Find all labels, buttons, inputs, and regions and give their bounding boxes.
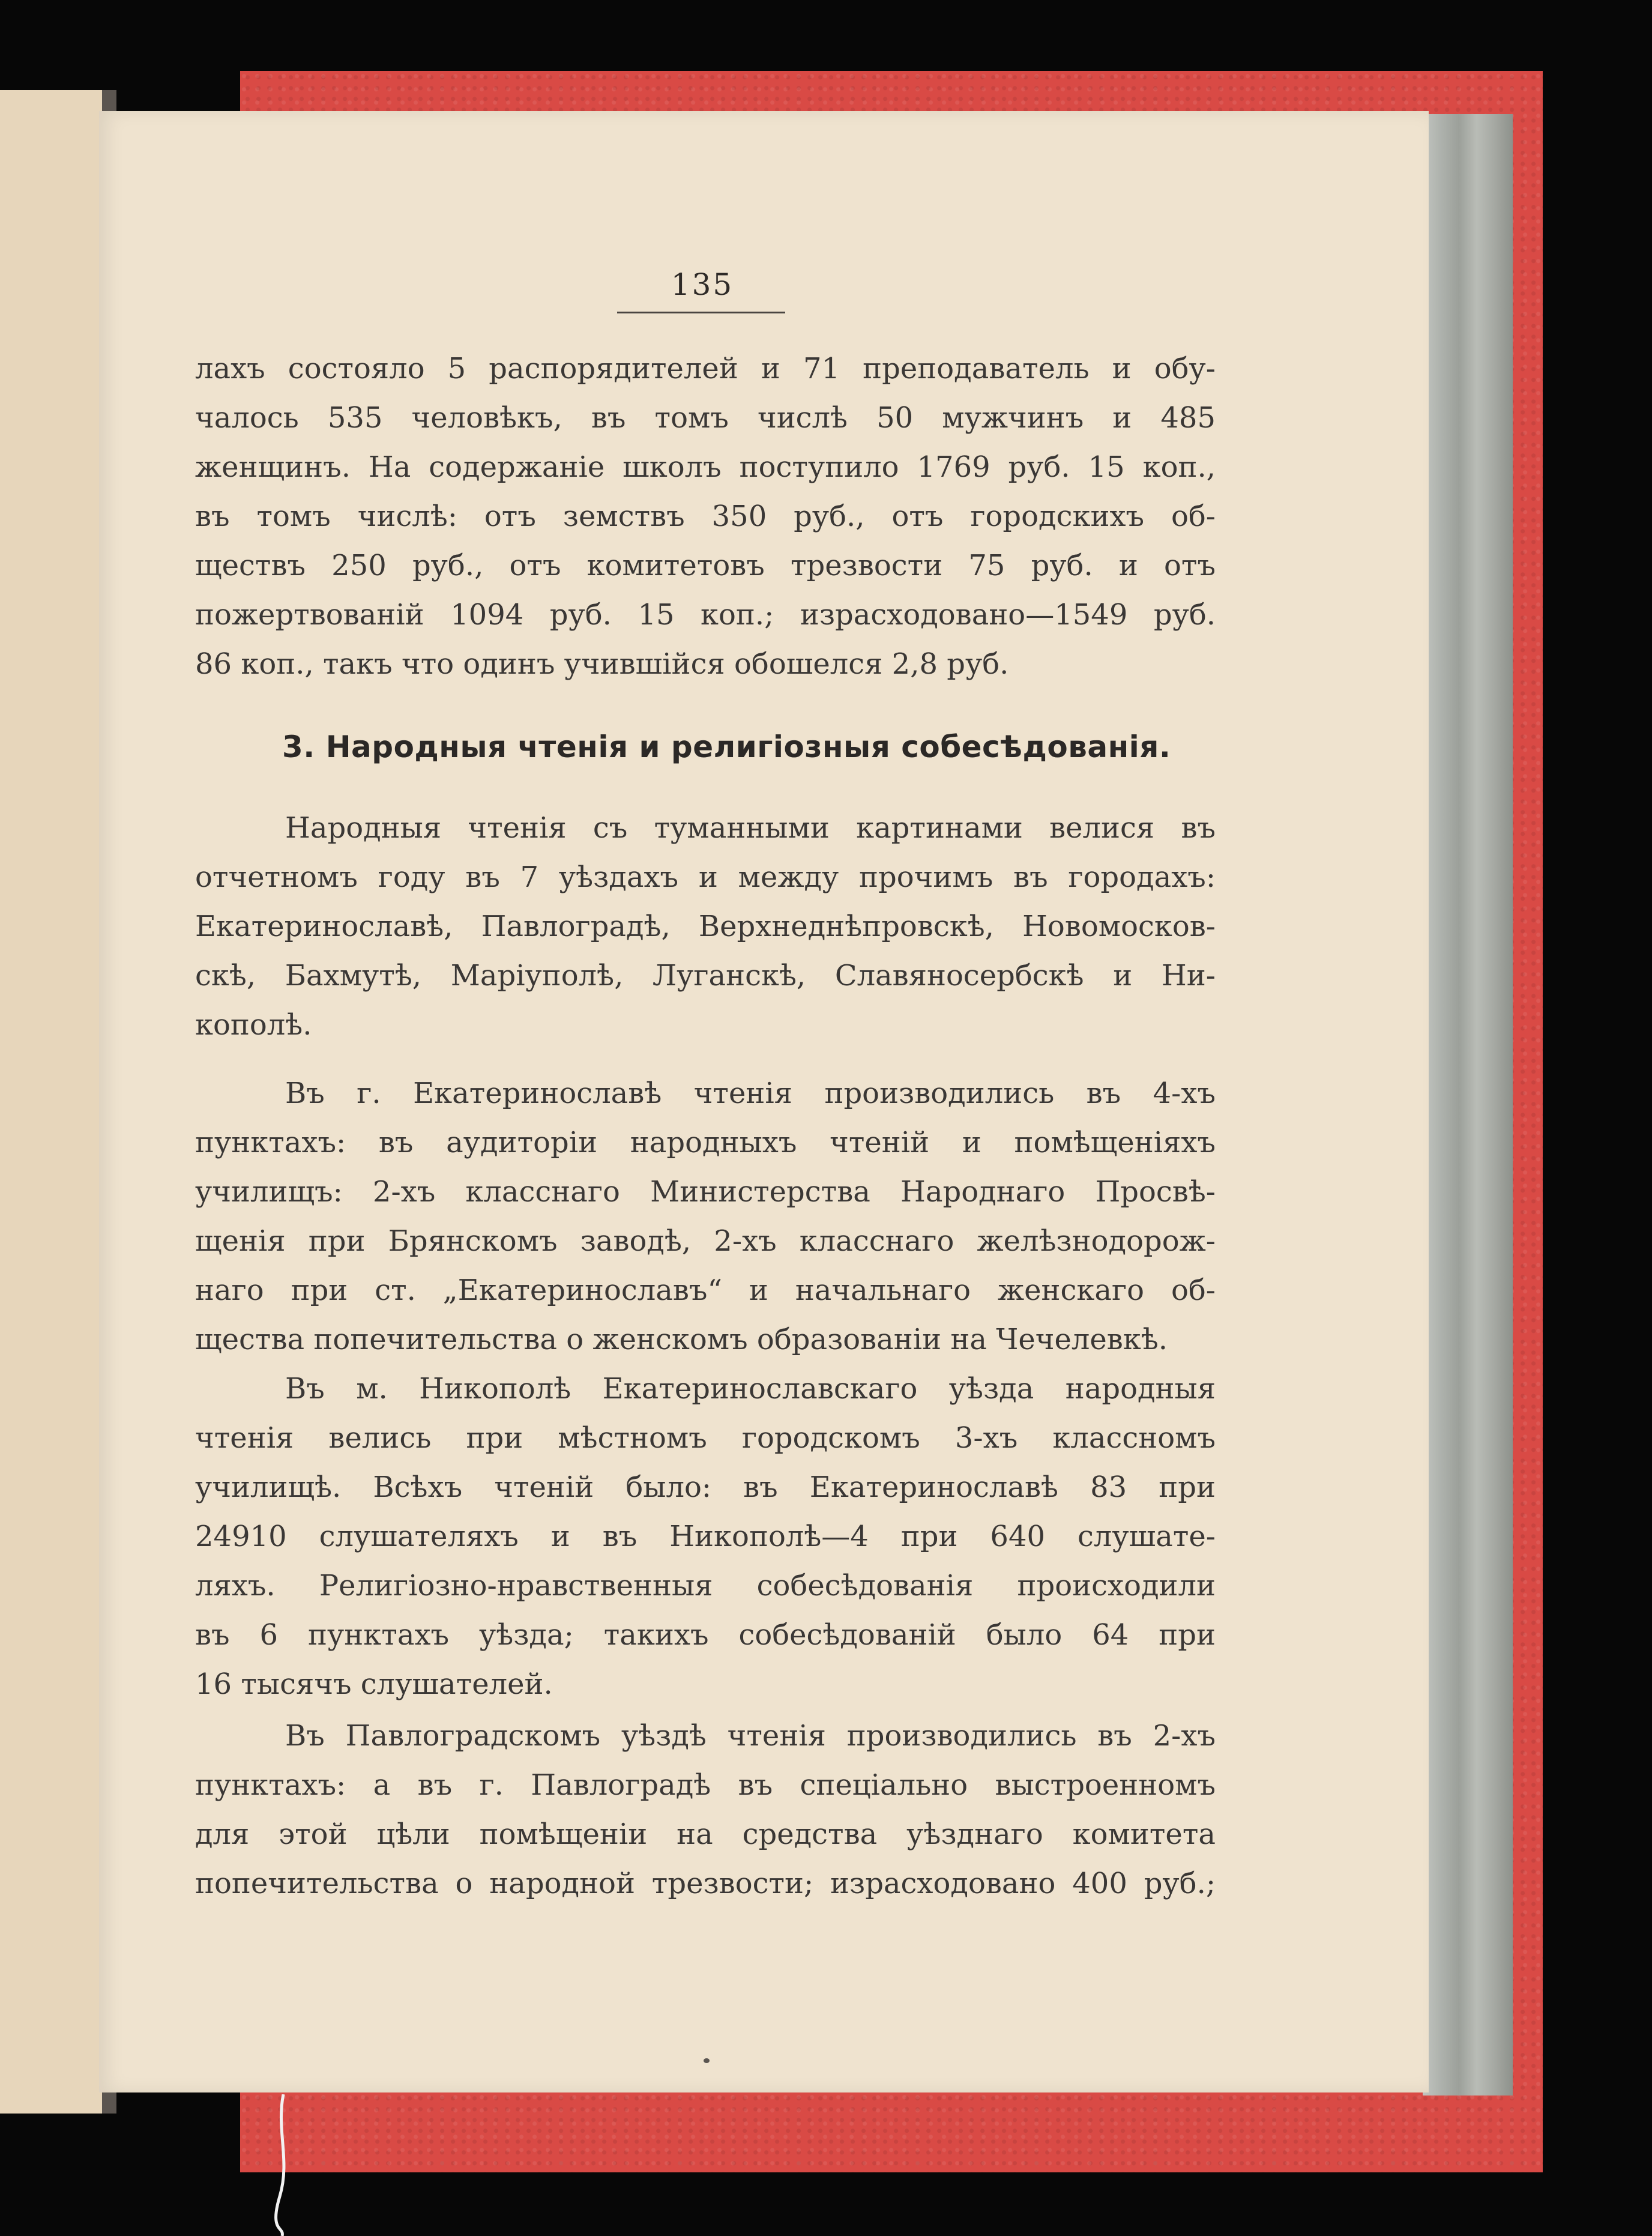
paragraph-2: [195, 803, 1216, 1050]
section-heading: 3. Народныя чтенія и религіозныя собесѣдованія.: [282, 730, 1171, 764]
ink-dot: [704, 2058, 710, 2063]
text-line: училищъ: 2-хъ класснаго Министерства Народнаго Просвѣ-: [195, 1175, 1216, 1209]
text-line: отчетномъ году въ 7 уѣздахъ и между прочимъ въ городахъ:: [195, 860, 1216, 894]
page-number-rule: [617, 312, 785, 313]
text-line: щенія при Брянскомъ заводѣ, 2-хъ класснаго желѣзнодорож-: [195, 1224, 1216, 1258]
text-line: чтенія велись при мѣстномъ городскомъ 3-хъ классномъ: [195, 1421, 1216, 1455]
page-number: 135: [671, 267, 734, 302]
paragraph-1: [195, 344, 1216, 689]
text-line: женщинъ. На содержаніе школъ поступило 1769 руб. 15 коп.,: [195, 450, 1216, 484]
text-line: Въ г. Екатеринославѣ чтенія производились въ 4-хъ: [285, 1077, 1216, 1110]
text-line: ляхъ. Религіозно-нравственныя собесѣдованія происходили: [195, 1569, 1216, 1603]
paragraph-5: [195, 1711, 1216, 1908]
text-line: Екатеринославѣ, Павлоградѣ, Верхнеднѣпровскѣ, Новомосков-: [195, 910, 1216, 943]
text-line: пожертвованій 1094 руб. 15 коп.; израсходовано—1549 руб.: [195, 598, 1216, 632]
text-line: лахъ состояло 5 распорядителей и 71 преподаватель и обу-: [195, 352, 1216, 385]
text-line: попечительства о народной трезвости; израсходовано 400 руб.;: [195, 1867, 1216, 1900]
text-line: скѣ, Бахмутѣ, Маріуполѣ, Луганскѣ, Славяносербскѣ и Ни-: [195, 959, 1216, 993]
text-line: въ томъ числѣ: отъ земствъ 350 руб., отъ городскихъ об-: [195, 500, 1216, 533]
facing-page-edge: [0, 90, 104, 2114]
text-line: Народныя чтенія съ туманными картинами велися въ: [285, 811, 1216, 845]
text-line: училищѣ. Всѣхъ чтеній было: въ Екатеринославѣ 83 при: [195, 1470, 1216, 1504]
text-line: пунктахъ: а въ г. Павлоградѣ въ спеціально выстроенномъ: [195, 1768, 1216, 1802]
text-line: 24910 слушателяхъ и въ Никополѣ—4 при 640 слушате-: [195, 1520, 1216, 1553]
paragraph-4: [195, 1364, 1216, 1709]
text-line: 86 коп., такъ что одинъ учившійся обошелся 2,8 руб.: [195, 647, 1009, 681]
text-line: наго при ст. „Екатеринославъ“ и начальнаго женскаго об-: [195, 1274, 1216, 1307]
text-line: ществъ 250 руб., отъ комитетовъ трезвости 75 руб. и отъ: [195, 549, 1216, 582]
text-line: Въ м. Никополѣ Екатеринославскаго уѣзда народныя: [285, 1372, 1216, 1406]
paragraph-3: [195, 1069, 1216, 1364]
text-line: пунктахъ: въ аудиторіи народныхъ чтеній и помѣщеніяхъ: [195, 1126, 1216, 1159]
bookmark-thread: [271, 2094, 295, 2236]
text-line: кополѣ.: [195, 1008, 312, 1042]
text-line: щества попечительства о женскомъ образованіи на Чечелевкѣ.: [195, 1323, 1168, 1356]
page-edges: [1423, 114, 1513, 2095]
text-line: 16 тысячъ слушателей.: [195, 1667, 553, 1701]
text-line: Въ Павлоградскомъ уѣздѣ чтенія производились въ 2-хъ: [285, 1719, 1216, 1753]
text-line: въ 6 пунктахъ уѣзда; такихъ собесѣдованій было 64 при: [195, 1618, 1216, 1652]
text-line: для этой цѣли помѣщеніи на средства уѣзднаго комитета: [195, 1818, 1216, 1851]
text-line: чалось 535 человѣкъ, въ томъ числѣ 50 мужчинъ и 485: [195, 401, 1216, 435]
